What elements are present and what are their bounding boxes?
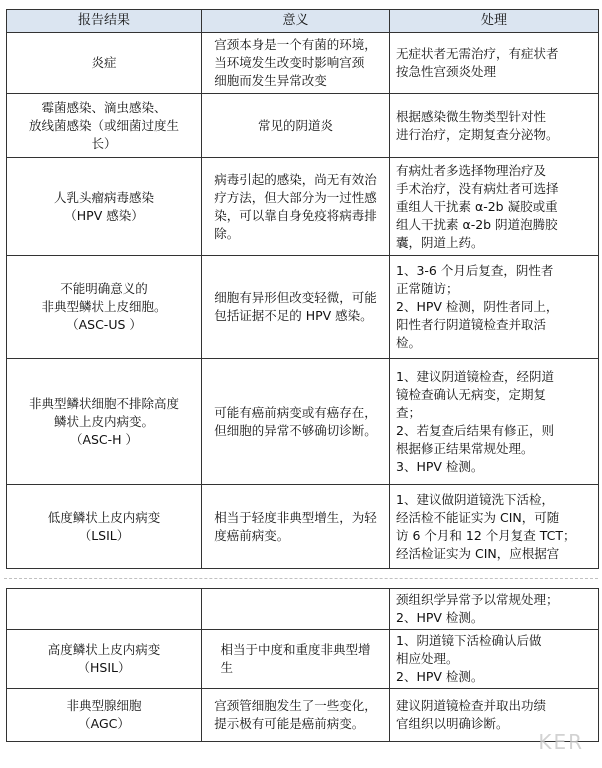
cell-line: 1、阴道镜下活检确认后做 [396, 633, 542, 648]
results-table-continued [6, 588, 599, 742]
cell-line: 放线菌感染（或细菌过度生 [28, 117, 179, 133]
cell-line: 根据感染微生物类型针对性 [396, 108, 547, 124]
cell-line: 正常随访； [396, 281, 459, 296]
cell-line: 囊，阴道上药。 [396, 234, 484, 250]
cell-line: 建议阴道镜检查并取出功绩 [396, 698, 547, 713]
results-table-continued-body [7, 589, 599, 742]
cell-line: 组人干扰素 α-2b 阴道泡腾胶 [396, 216, 558, 232]
cell-line: 低度鳞状上皮内病变 [47, 509, 161, 525]
result-cell [7, 485, 202, 569]
cell-line: 3、HPV 检测。 [396, 458, 484, 474]
cell-line: 2、HPV 检测。 [396, 610, 484, 625]
results-table [6, 9, 599, 569]
meaning-cell [202, 630, 390, 689]
meaning-cell [202, 589, 390, 630]
cell-line: （AGC） [78, 716, 130, 731]
meaning-cell [202, 256, 390, 359]
cell-line: 1、3-6 个月后复查，阴性者 [396, 263, 554, 278]
result-cell [7, 33, 202, 94]
cell-line: 细胞有异形但改变轻微，可能 [214, 290, 377, 305]
cell-line: 宫颈管细胞发生了一些变化， [214, 698, 377, 713]
treatment-cell [390, 158, 599, 256]
column-header: 意义 [202, 10, 390, 33]
cell-line: 宫颈本身是一个有菌的环境， [214, 37, 377, 52]
cell-line: 重组人干扰素 α-2b 凝胶或重 [396, 198, 558, 214]
cell-line: （ASC-US ） [66, 317, 142, 332]
cell-line: 细胞而发生异常改变 [214, 73, 327, 88]
result-cell [7, 359, 202, 485]
cell-line: 阳性者行阴道镜检查并取活 [396, 317, 547, 332]
table-row [7, 485, 599, 569]
cell-line: 非典型鳞状上皮细胞。 [41, 299, 167, 314]
cell-line: 官组织以明确诊断。 [396, 716, 509, 731]
cell-line: 2、HPV 检测。 [396, 669, 484, 684]
cell-line: 访 6 个月和 12 个月复查 TCT； [396, 527, 576, 543]
column-header: 报告结果 [7, 10, 202, 33]
result-cell [7, 256, 202, 359]
table-row [7, 33, 599, 94]
treatment-cell [390, 94, 599, 158]
meaning-cell [202, 158, 390, 256]
cell-line: 相当于中度和重度非典型增 [220, 642, 371, 657]
cell-line: 常见的阴道炎 [257, 117, 333, 133]
cell-line: 非典型腺细胞 [66, 698, 142, 713]
column-header: 处理 [390, 10, 599, 33]
cell-line: 相当于轻度非典型增生，为轻 [214, 509, 377, 525]
cell-line: （ASC-H ） [69, 431, 139, 447]
table-row [7, 359, 599, 485]
treatment-cell [390, 359, 599, 485]
cell-line: 当环境发生改变时影响宫颈 [214, 55, 365, 70]
cell-line: 度癌前病变。 [214, 527, 290, 543]
treatment-cell [390, 589, 599, 630]
treatment-cell [390, 256, 599, 359]
cell-line: 根据修正结果常规处理。 [396, 440, 534, 456]
table-row [7, 94, 599, 158]
header-row [7, 10, 599, 33]
meaning-cell [202, 689, 390, 742]
cell-line: 但细胞的异常不够确切诊断。 [214, 422, 377, 438]
cell-line: 查； [396, 404, 422, 420]
cell-line: 进行治疗，定期复查分泌物。 [396, 126, 559, 142]
cell-line: 颈组织学异常予以常规处理； [396, 592, 559, 607]
cell-line: 经活检不能证实为 CIN，可随 [396, 509, 560, 525]
cell-line: 2、HPV 检测，阴性者同上， [396, 299, 559, 314]
cell-line: 按急性宫颈炎处理 [396, 64, 497, 79]
cell-line: 经活检证实为 CIN，应根据宫 [396, 545, 560, 561]
cell-line: 提示极有可能是癌前病变。 [214, 716, 365, 731]
meaning-cell [202, 94, 390, 158]
cell-line: 无症状者无需治疗，有症状者 [396, 46, 559, 61]
cell-line: 除。 [214, 225, 240, 241]
cell-line: （HPV 感染） [64, 207, 144, 223]
cell-line: 相应处理。 [396, 651, 459, 666]
cell-line: 人乳头瘤病毒感染 [53, 189, 154, 205]
cell-line: 可能有癌前病变或有癌存在， [214, 404, 377, 420]
result-cell [7, 589, 202, 630]
table-row [7, 689, 599, 742]
table-row [7, 630, 599, 689]
table-row [7, 589, 599, 630]
cell-line: 1、建议阴道镜检查，经阴道 [396, 368, 554, 384]
table-row [7, 256, 599, 359]
results-table-body [7, 10, 599, 569]
cell-line: 检。 [396, 335, 422, 350]
result-cell [7, 630, 202, 689]
cell-line: 有病灶者多选择物理治疗及 [396, 162, 547, 178]
treatment-cell [390, 33, 599, 94]
cell-line: （HSIL） [77, 660, 131, 675]
result-cell [7, 94, 202, 158]
cell-line: 疗方法，但大部分为一过性感 [214, 189, 377, 205]
table-row [7, 158, 599, 256]
cell-line: 鳞状上皮内病变。 [53, 413, 154, 429]
page-break [0, 575, 602, 586]
cell-line: 非典型鳞状细胞不排除高度 [28, 395, 179, 411]
meaning-cell [202, 33, 390, 94]
meaning-cell [202, 485, 390, 569]
cell-line: 生 [220, 660, 233, 675]
cell-line: 病毒引起的感染，尚无有效治 [214, 171, 377, 187]
cell-line: 霉菌感染、滴虫感染、 [41, 99, 167, 115]
cell-line: （LSIL） [78, 527, 130, 543]
cell-line: 不能明确意义的 [60, 281, 148, 296]
watermark: KER [538, 730, 584, 754]
cell-line: 镜检查确认无病变，定期复 [396, 386, 547, 402]
cell-line: 炎症 [91, 55, 117, 70]
treatment-cell [390, 630, 599, 689]
result-cell [7, 158, 202, 256]
cell-line: 1、建议做阴道镜洗下活检， [396, 491, 554, 507]
meaning-cell [202, 359, 390, 485]
result-cell [7, 689, 202, 742]
cell-line: 高度鳞状上皮内病变 [47, 642, 161, 657]
cell-line: 手术治疗，没有病灶者可选择 [396, 180, 559, 196]
cell-line: 包括证据不足的 HPV 感染。 [214, 308, 373, 323]
treatment-cell [390, 485, 599, 569]
cell-line: 长） [91, 135, 117, 151]
cell-line: 2、若复查后结果有修正，则 [396, 422, 554, 438]
cell-line: 染，可以靠自身免疫将病毒排 [214, 207, 377, 223]
